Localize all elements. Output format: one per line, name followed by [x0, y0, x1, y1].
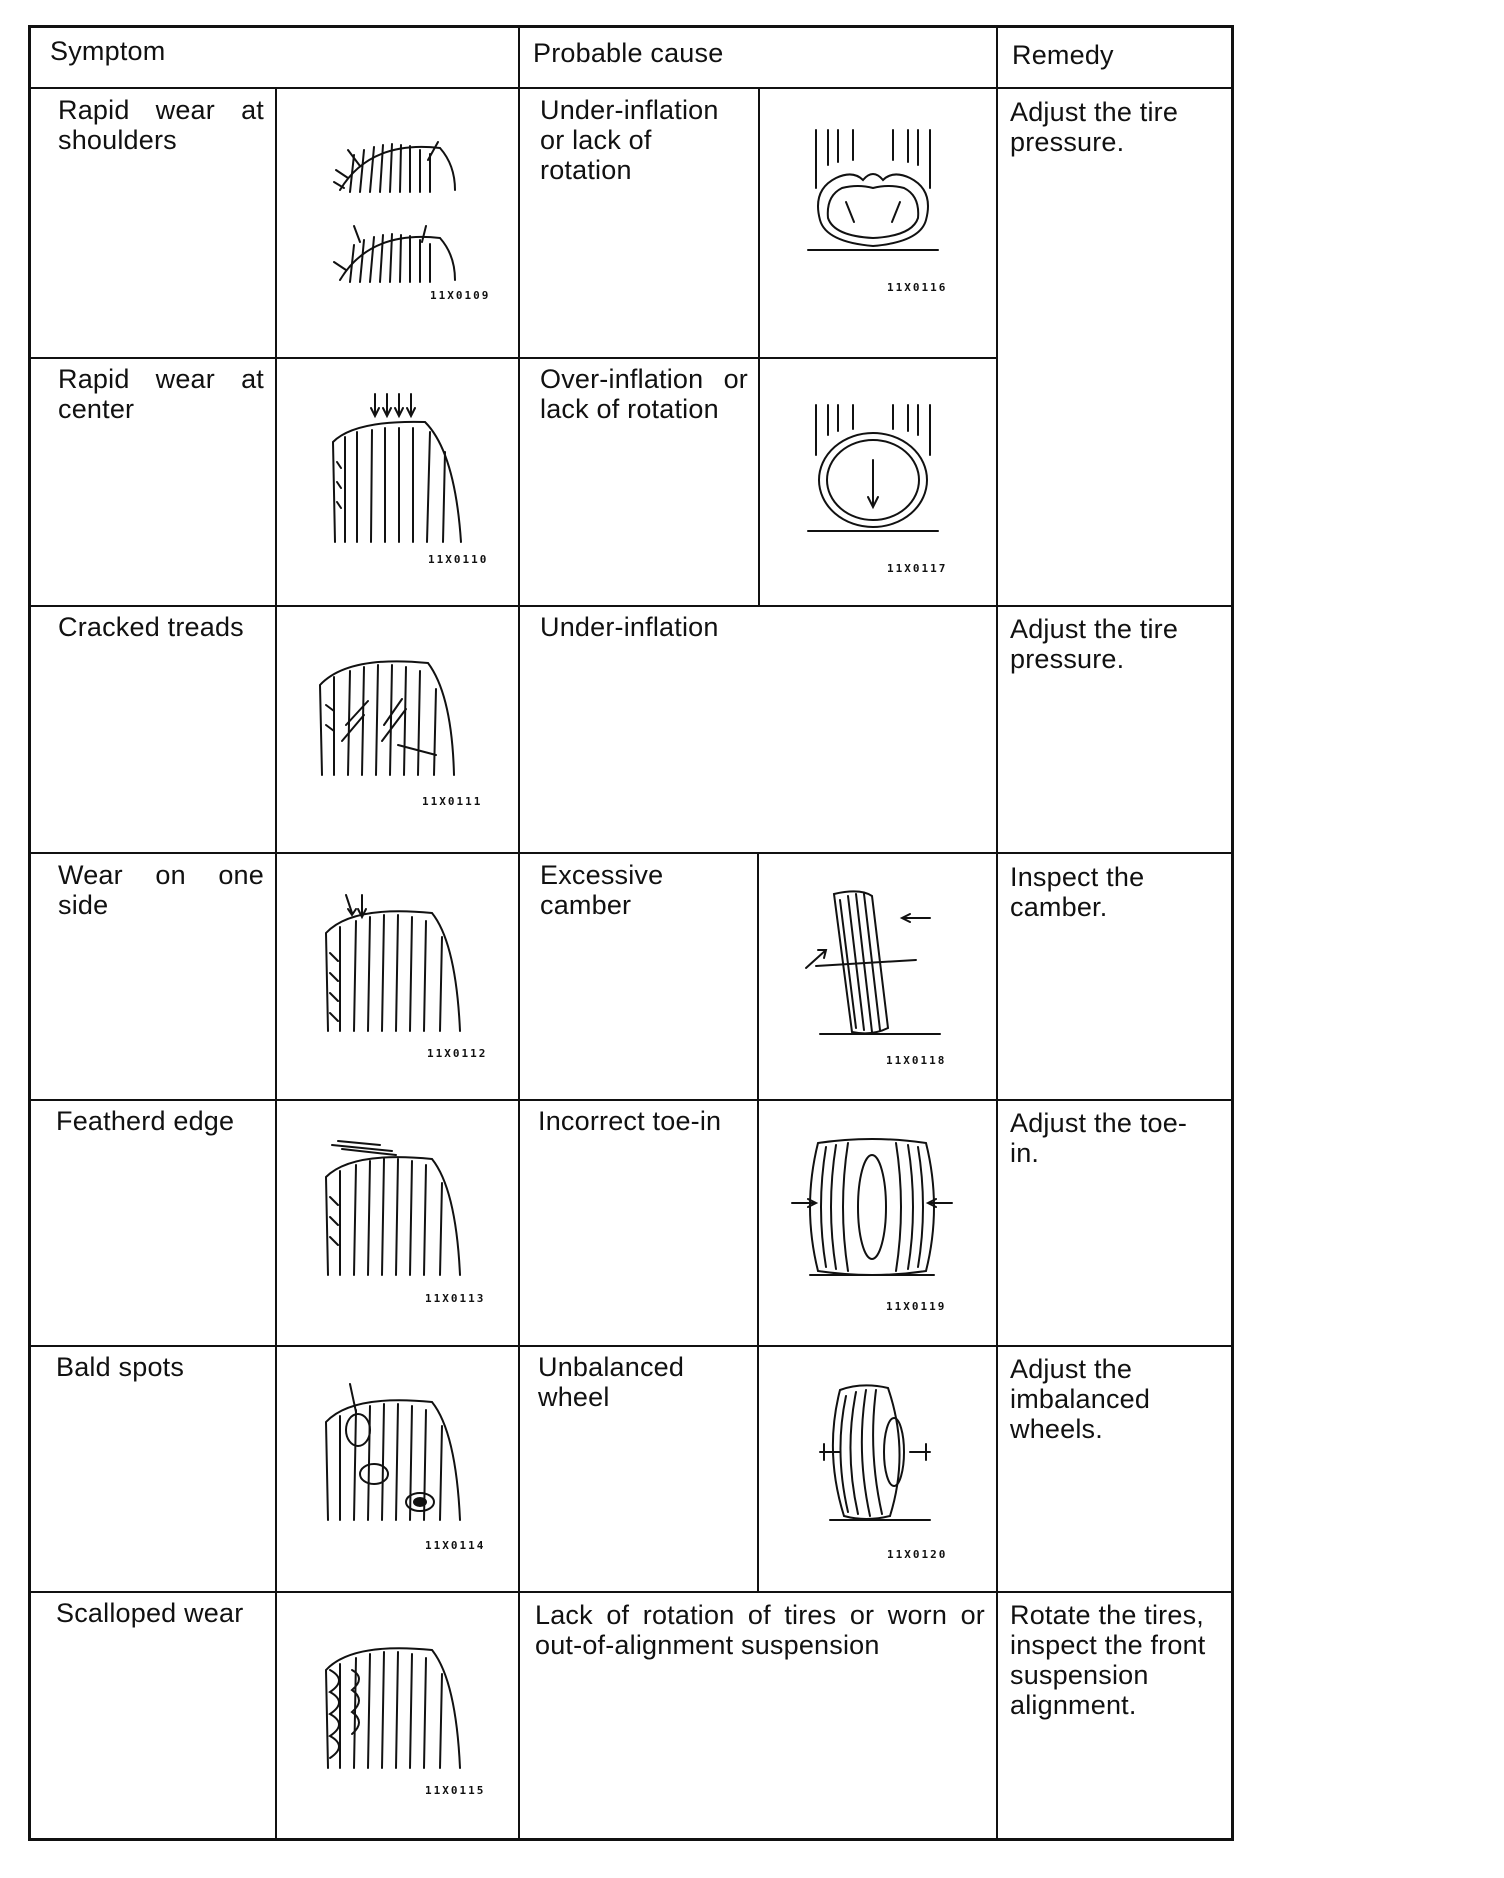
row7-cause-line2: out-of-alignment suspension	[535, 1630, 880, 1660]
row7-remedy-line2: inspect the front	[1010, 1630, 1206, 1660]
row7-cause	[535, 1600, 985, 1660]
row4-symptom-line2: side	[58, 890, 109, 920]
row2-cause	[540, 364, 748, 424]
row2-symptom-tire-illustration	[325, 392, 465, 542]
row7-symptom-line1: Scalloped wear	[56, 1598, 244, 1628]
row3-bottom-rule	[28, 852, 1234, 854]
row3-symptom-tire-illustration	[318, 645, 458, 775]
row6-remedy-line2: imbalanced	[1010, 1384, 1151, 1414]
row2-cause-figure-code: 11X0117	[887, 562, 948, 575]
row4-remedy-line2: camber.	[1010, 892, 1108, 922]
row1-cause-figure-code: 11X0116	[887, 281, 948, 294]
row1-symptom-tire-illustration	[330, 130, 460, 290]
row4-cause-line1: Excessive	[540, 860, 664, 890]
row5-bottom-rule	[28, 1345, 1234, 1347]
row7-remedy-line3: suspension	[1010, 1660, 1149, 1690]
row6-cause	[538, 1352, 746, 1412]
row7-remedy-line4: alignment.	[1010, 1690, 1137, 1720]
row1-symptom	[58, 95, 264, 155]
row7-remedy	[1010, 1600, 1222, 1720]
table-border-bottom	[28, 1838, 1234, 1841]
row4-cause-line2: camber	[540, 890, 632, 920]
row3-symptom	[58, 612, 264, 642]
row4-symptom-figure-code: 11X0112	[427, 1047, 488, 1060]
row5-cause-toe-in-tire-illustration	[792, 1137, 952, 1277]
row5-remedy	[1010, 1108, 1220, 1168]
row3-remedy	[1010, 614, 1220, 674]
row3-remedy-line2: pressure.	[1010, 644, 1125, 674]
row5-symptom-line1: Featherd edge	[56, 1106, 235, 1136]
row2-cause-line1: Over-inflation or	[540, 364, 748, 394]
row3-symptom-line1: Cracked treads	[58, 612, 244, 642]
row5-cause	[538, 1106, 746, 1136]
row3-cause-line1: Under-inflation	[540, 612, 719, 642]
row4-symptom-line1: Wear on one	[58, 860, 264, 890]
row5-remedy-line2: in.	[1010, 1138, 1040, 1168]
row2-cause-overinflated-tire-illustration	[808, 405, 938, 535]
row6-bottom-rule	[28, 1591, 1234, 1593]
row5-cause-figure-code: 11X0119	[886, 1300, 947, 1313]
row3-remedy-line1: Adjust the tire	[1010, 614, 1179, 644]
row4-symptom	[58, 860, 264, 920]
row3-cause	[540, 612, 980, 642]
row7-cause-line1: Lack of rotation of tires or worn or	[535, 1600, 985, 1630]
table-border-left	[28, 26, 31, 1840]
row4-bottom-rule	[28, 1099, 1234, 1101]
row6-symptom-line1: Bald spots	[56, 1352, 185, 1382]
cause-image-separator-row4-6	[757, 853, 759, 1591]
row7-symptom-tire-illustration	[322, 1630, 462, 1770]
row5-symptom-tire-illustration	[322, 1137, 462, 1277]
row1-cause-line2: or lack of rotation	[540, 125, 652, 185]
row3-symptom-figure-code: 11X0111	[422, 795, 483, 808]
table-border-right	[1231, 26, 1234, 1840]
row1-remedy	[1010, 97, 1220, 157]
header-bottom-rule	[28, 87, 1234, 89]
row4-cause-camber-tire-illustration	[800, 888, 950, 1038]
header-symptom: Symptom	[50, 36, 166, 66]
row2-symptom-figure-code: 11X0110	[428, 553, 489, 566]
row6-cause-line1: Unbalanced	[538, 1352, 685, 1382]
row6-remedy	[1010, 1354, 1220, 1444]
row1-symptom-line2: shoulders	[58, 125, 177, 155]
row2-symptom-line1: Rapid wear at	[58, 364, 264, 394]
row6-remedy-line1: Adjust the	[1010, 1354, 1133, 1384]
row5-remedy-line1: Adjust the toe-	[1010, 1108, 1188, 1138]
row5-symptom-figure-code: 11X0113	[425, 1292, 486, 1305]
column-separator-symptom-cause	[518, 26, 520, 1840]
row1-cause	[540, 95, 748, 185]
row1-symptom-figure-code: 11X0109	[430, 289, 491, 302]
row6-cause-unbalanced-wheel-illustration	[810, 1382, 940, 1522]
header-remedy: Remedy	[1012, 40, 1114, 70]
row1-cause-underinflated-tire-illustration	[808, 130, 938, 255]
row5-cause-line1: Incorrect toe-in	[538, 1106, 722, 1136]
header-probable-cause: Probable cause	[533, 38, 724, 68]
row2-symptom-line2: center	[58, 394, 135, 424]
row7-remedy-line1: Rotate the tires,	[1010, 1600, 1204, 1630]
row4-remedy	[1010, 862, 1220, 922]
row7-symptom	[56, 1598, 262, 1628]
row4-cause-figure-code: 11X0118	[886, 1054, 947, 1067]
row2-symptom	[58, 364, 264, 424]
row6-symptom-tire-illustration	[322, 1382, 462, 1522]
row6-remedy-line3: wheels.	[1010, 1414, 1103, 1444]
row2-bottom-rule	[28, 605, 1234, 607]
row4-cause	[540, 860, 748, 920]
row6-symptom-figure-code: 11X0114	[425, 1539, 486, 1552]
row1-remedy-line1: Adjust the tire	[1010, 97, 1179, 127]
row5-symptom	[56, 1106, 262, 1136]
row6-cause-figure-code: 11X0120	[887, 1548, 948, 1561]
row1-bottom-rule	[28, 357, 998, 359]
row1-remedy-line2: pressure.	[1010, 127, 1125, 157]
column-separator-cause-remedy	[996, 26, 998, 1840]
row1-symptom-line1: Rapid wear at	[58, 95, 264, 125]
row2-cause-line2: lack of rotation	[540, 394, 719, 424]
row7-symptom-figure-code: 11X0115	[425, 1784, 486, 1797]
table-border-top	[28, 25, 1234, 28]
row6-symptom	[56, 1352, 262, 1382]
row4-symptom-tire-illustration	[322, 893, 462, 1033]
cause-image-separator-row1-2	[758, 88, 760, 606]
row1-cause-line1: Under-inflation	[540, 95, 719, 125]
row6-cause-line2: wheel	[538, 1382, 610, 1412]
row4-remedy-line1: Inspect the	[1010, 862, 1145, 892]
symptom-image-separator	[275, 88, 277, 1840]
